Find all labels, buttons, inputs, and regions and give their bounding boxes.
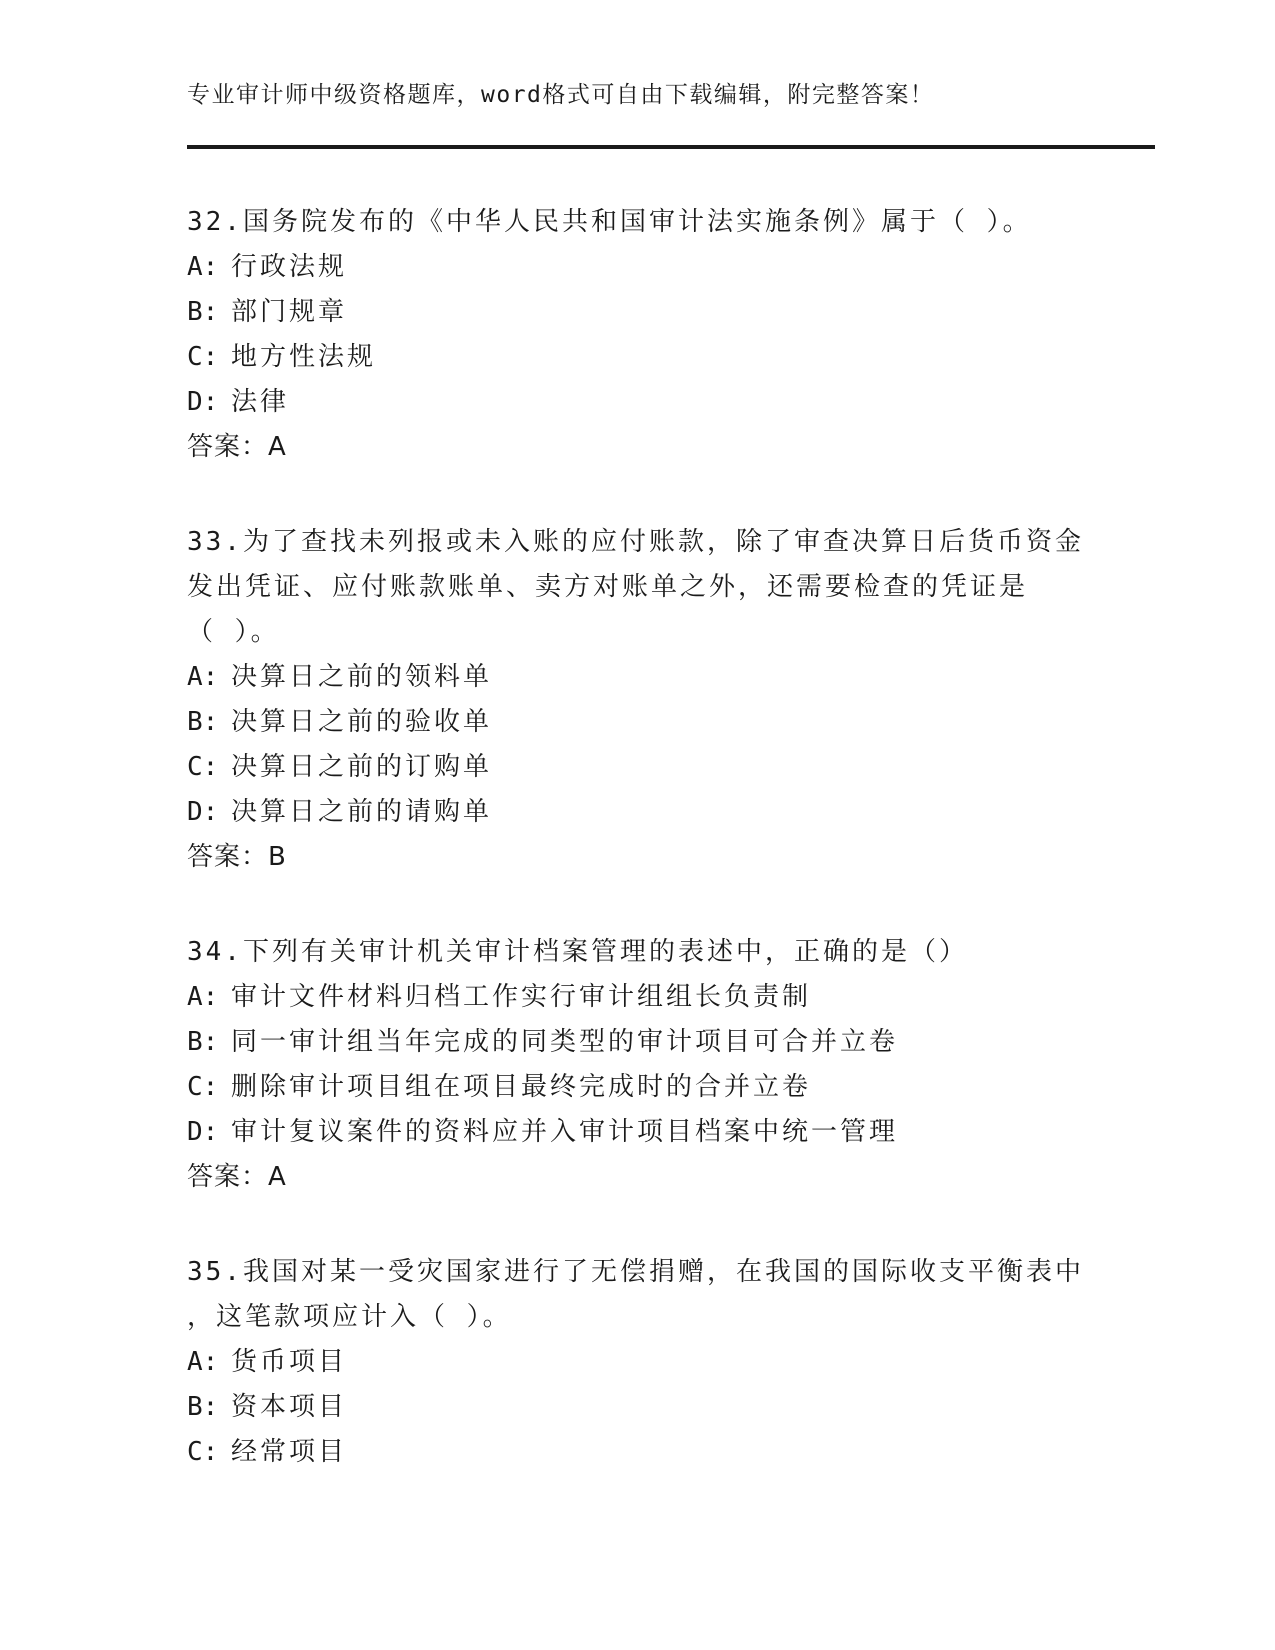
answer-label: 答案：A	[187, 432, 287, 462]
option-a	[187, 245, 1107, 290]
option-a	[187, 975, 1107, 1020]
option-letter: D:	[187, 797, 219, 827]
option-text: 地方性法规	[231, 342, 377, 372]
option-letter: A:	[187, 982, 219, 1012]
header-divider	[187, 145, 1155, 149]
option-a	[187, 655, 1107, 700]
answer-label: 答案：B	[187, 842, 287, 872]
option-c	[187, 745, 1107, 790]
question-34	[187, 930, 1107, 1200]
option-c	[187, 1065, 1107, 1110]
option-letter: C:	[187, 1072, 219, 1102]
option-b	[187, 1385, 1107, 1430]
option-text: 同一审计组当年完成的同类型的审计项目可合并立卷	[231, 1027, 899, 1057]
option-text: 部门规章	[231, 297, 348, 327]
question-33	[187, 520, 1107, 880]
question-stem-line-2: 发出凭证、应付账款账单、卖方对账单之外，还需要检查的凭证是	[187, 572, 1029, 602]
question-stem-line-1: 33.为了查找未列报或未入账的应付账款，除了审查决算日后货币资金	[187, 527, 1084, 557]
option-letter: B:	[187, 1027, 219, 1057]
question-stem-line-3: （ ）。	[187, 617, 280, 647]
option-letter: D:	[187, 1117, 219, 1147]
question-stem-line-1: 35.我国对某一受灾国家进行了无偿捐赠，在我国的国际收支平衡表中	[187, 1257, 1084, 1287]
option-letter: A:	[187, 252, 219, 282]
option-text: 经常项目	[231, 1437, 348, 1467]
question-list	[187, 200, 1107, 1525]
option-letter: C:	[187, 342, 219, 372]
option-letter: A:	[187, 662, 219, 692]
option-text: 行政法规	[231, 252, 348, 282]
option-text: 审计复议案件的资料应并入审计项目档案中统一管理	[231, 1117, 899, 1147]
question-32	[187, 200, 1107, 470]
option-text: 决算日之前的请购单	[231, 797, 493, 827]
option-letter: C:	[187, 752, 219, 782]
option-b	[187, 290, 1107, 335]
option-b	[187, 1020, 1107, 1065]
option-d	[187, 380, 1107, 425]
option-d	[187, 1110, 1107, 1155]
option-letter: B:	[187, 1392, 219, 1422]
option-c	[187, 335, 1107, 380]
option-b	[187, 700, 1107, 745]
option-text: 决算日之前的领料单	[231, 662, 493, 692]
option-text: 决算日之前的验收单	[231, 707, 493, 737]
option-text: 审计文件材料归档工作实行审计组组长负责制	[231, 982, 812, 1012]
option-a	[187, 1340, 1107, 1385]
option-d	[187, 790, 1107, 835]
page-header: 专业审计师中级资格题库，word格式可自由下载编辑，附完整答案！	[187, 82, 935, 108]
option-text: 法律	[231, 387, 290, 417]
option-letter: D:	[187, 387, 219, 417]
question-35	[187, 1250, 1107, 1475]
option-letter: B:	[187, 297, 219, 327]
option-text: 资本项目	[231, 1392, 348, 1422]
option-text: 决算日之前的订购单	[231, 752, 493, 782]
question-stem: 34.下列有关审计机关审计档案管理的表述中，正确的是（）	[187, 937, 968, 967]
answer-label: 答案：A	[187, 1162, 287, 1192]
question-stem: 32.国务院发布的《中华人民共和国审计法实施条例》属于（ ）。	[187, 207, 1032, 237]
option-c	[187, 1430, 1107, 1475]
option-letter: C:	[187, 1437, 219, 1467]
option-letter: A:	[187, 1347, 219, 1377]
option-letter: B:	[187, 707, 219, 737]
option-text: 删除审计项目组在项目最终完成时的合并立卷	[231, 1072, 812, 1102]
question-stem-line-2: ，这笔款项应计入（ ）。	[187, 1302, 512, 1332]
option-text: 货币项目	[231, 1347, 348, 1377]
